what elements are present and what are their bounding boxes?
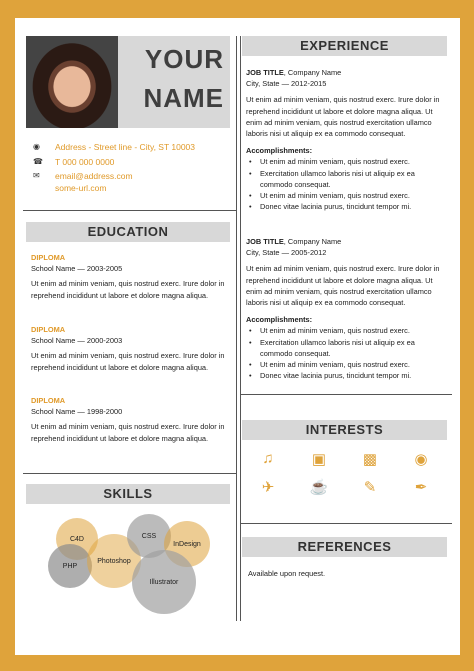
list-item: • Exercitation ullamco laboris nisi ut aliquip ex ea commodo consequat.: [260, 168, 448, 190]
skill-php: PHP: [48, 544, 92, 588]
skill-photoshop: Photoshop: [87, 534, 141, 588]
skill-css: CSS: [127, 514, 171, 558]
job-2: JOB TITLE, Company Name City, State — 2005-2012 Ut enim ad minim veniam, quis nostrud exerc. Irure dolor in reprehend incididunt ut labore et dolore magna aliqua. Ut enim ad minim veniam, quis nostrud exercitation ullamco laboris nisi ut aliquip ex ea commodo consequat. Accomplishments: • Ut enim ad minim veniam, quis nostrud exerc. • Exercitation ullamco laboris nisi ut aliquip ex ea commodo consequat. • Ut enim ad minim veniam, quis nostrud exerc. • Donec vitae lacinia purus, tincidunt tempor mi.: [246, 236, 448, 381]
education-entry-2: DIPLOMA School Name — 2000-2003 Ut enim ad minim veniam, quis nostrud exerc. Irure dolor in reprehend incididunt ut labore et dolore magna aliqua.: [31, 325, 225, 372]
phone-icon: ☎: [33, 157, 43, 166]
experience-heading: EXPERIENCE: [242, 36, 447, 56]
profile-photo: [26, 36, 118, 128]
education-entry-3: DIPLOMA School Name — 1998-2000 Ut enim ad minim veniam, quis nostrud exerc. Irure dolor in reprehend incididunt ut labore et dolore magna aliqua.: [31, 396, 225, 443]
resume-page: YOUR NAME ◉ Address - Street line - City, ST 10003 ☎ T 000 000 0000 ✉ email@address.com some-url.com EDUCATION DIPLOMA School Name — 2003-2005 Ut enim ad minim veniam, quis nostrud exerc. Irure dolor in reprehend incididunt ut labore et dolore magna aliqua. DIPLOMA School Name — 2000-2003 Ut enim ad minim veniam, quis nostrud exerc. Irure dolor in reprehend incididunt ut labore et dolore magna aliqua. DIPLOMA School Name — 1998-2000 Ut enim ad minim veniam, quis nostrud exerc. Irure dolor in reprehend incididunt ut labore et dolore magna aliqua. SKILLS C4D PHP Photoshop CSS InDesign Illustrator EXPERIENCE JOB TITLE, Company Name City, State — 2012-2015 Ut enim ad minim veniam, quis nostrud exerc. Irure dolor in reprehend incididunt ut labore et dolore magna aliqua. Ut enim ad minim veniam, quis nostrud exercitation ullamco laboris nisi ut aliquip ex ea commodo consequat. Accomplishments: • Ut enim ad minim veniam, quis nostrud exerc. • Exercitation ullamco laboris nisi ut aliquip ex ea commodo consequat. • Ut enim ad minim veniam, quis nostrud exerc. • Donec vitae lacinia purus, tincidunt tempor mi. JOB TITLE, Company Name City, State — 2005-2012 Ut enim ad minim veniam, quis nostrud exerc. Irure dolor in reprehend incididunt ut labore et dolore magna aliqua. Ut enim ad minim veniam, quis nostrud exercitation ullamco laboris nisi ut aliquip ex ea commodo consequat. Accomplishments: • Ut enim ad minim veniam, quis nostrud exerc. • Exercitation ullamco laboris nisi ut aliquip ex ea commodo consequat. • Ut enim ad minim veniam, quis nostrud exerc. • Donec vitae lacinia purus, tincidunt tempor mi. INTERESTS ♫ ▣ ▩ ◉ ✈ ☕ ✎ ✒ REFERENCES Available upon request.: [15, 18, 460, 655]
list-item: • Ut enim ad minim veniam, quis nostrud exerc.: [260, 325, 448, 336]
pencil-icon: ✎: [363, 479, 377, 496]
accomplishments-list-1: [246, 156, 448, 212]
location-pin-icon: ◉: [33, 142, 40, 151]
book-icon: ▩: [362, 451, 378, 468]
accomplishments-list-2: [246, 325, 448, 381]
education-heading: EDUCATION: [26, 222, 230, 242]
right-column-divider-top: [240, 36, 241, 621]
skill-c4d: C4D: [56, 518, 98, 560]
name-line-1: YOUR: [144, 44, 224, 74]
list-item: • Donec vitae lacinia purus, tincidunt tempor mi.: [260, 370, 448, 381]
list-item: • Exercitation ullamco laboris nisi ut aliquip ex ea commodo consequat.: [260, 337, 448, 359]
interests-heading: INTERESTS: [242, 420, 447, 440]
education-entry-1: DIPLOMA School Name — 2003-2005 Ut enim ad minim veniam, quis nostrud exerc. Irure dolor in reprehend incididunt ut labore et dolore magna aliqua.: [31, 253, 225, 300]
right-divider-1: [240, 394, 452, 395]
envelope-icon: ✉: [33, 171, 40, 180]
skills-heading: SKILLS: [26, 484, 230, 504]
music-icon: ♫: [262, 450, 274, 467]
paintbrush-icon: ✒: [414, 479, 428, 496]
name-line-2: NAME: [143, 83, 224, 113]
trophy-icon: ☕: [309, 479, 329, 496]
references-heading: REFERENCES: [242, 537, 447, 557]
camera-icon: ◉: [414, 451, 428, 468]
list-item: • Ut enim ad minim veniam, quis nostrud exerc.: [260, 156, 448, 167]
skill-indesign: InDesign: [164, 521, 210, 567]
list-item: • Ut enim ad minim veniam, quis nostrud exerc.: [260, 359, 448, 370]
column-divider: [236, 36, 237, 621]
left-divider-2: [23, 473, 236, 474]
list-item: • Donec vitae lacinia purus, tincidunt tempor mi.: [260, 201, 448, 212]
job-1: JOB TITLE, Company Name City, State — 2012-2015 Ut enim ad minim veniam, quis nostrud exerc. Irure dolor in reprehend incididunt ut labore et dolore magna aliqua. Ut enim ad minim veniam, quis nostrud exercitation ullamco laboris nisi ut aliquip ex ea commodo consequat. Accomplishments: • Ut enim ad minim veniam, quis nostrud exerc. • Exercitation ullamco laboris nisi ut aliquip ex ea commodo consequat. • Ut enim ad minim veniam, quis nostrud exerc. • Donec vitae lacinia purus, tincidunt tempor mi.: [246, 67, 448, 212]
list-item: • Ut enim ad minim veniam, quis nostrud exerc.: [260, 190, 448, 201]
references-text: Available upon request.: [248, 569, 326, 578]
airplane-icon: ✈: [261, 479, 275, 496]
film-icon: ▣: [311, 451, 327, 468]
skill-illustrator: Illustrator: [132, 550, 196, 614]
left-divider-1: [23, 210, 236, 211]
name-box: [118, 36, 230, 128]
right-divider-2: [240, 523, 452, 524]
